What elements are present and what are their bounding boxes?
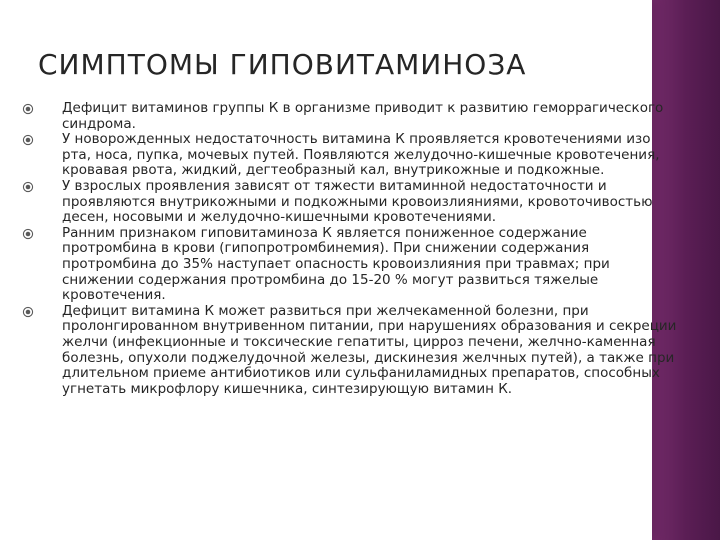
bullet-text: Дефицит витамина К может развиться при желчекаменной болезни, при пролонгированном внутривенном питании, при нарушениях образования и секреции желчи (инфекционные и токсические гепатиты, цирроз печени, желчно-каменная болезнь, опухоли поджелудочной железы, дискинезия желчных путей), а также при длительном приеме антибиотиков или сульфаниламидных препаратов, способных угнетать микрофлору кишечника, синтезирующую витамин К. <box>62 302 677 397</box>
circled-dot-icon <box>22 134 34 146</box>
bullet-text: У взрослых проявления зависят от тяжести витаминной недостаточности и проявляются внутрикожными и подкожными кровоизлияниями, кровоточивостью десен, носовыми и желудочно-кишечными кровотечениями. <box>62 177 653 226</box>
slide-title: СИМПТОМЫ ГИПОВИТАМИНОЗА <box>38 48 527 81</box>
list-item <box>22 101 682 132</box>
circled-dot-icon <box>22 228 34 240</box>
list-item <box>22 179 682 226</box>
bullet-text: Дефицит витаминов группы К в организме приводит к развитию геморрагического синдрома. <box>62 100 664 132</box>
circled-dot-icon <box>22 181 34 193</box>
bullet-text: Ранним признаком гиповитаминоза К является пониженное содержание протромбина в крови (гипопротромбинемия). При снижении содержания протромбина до 35% наступает опасность кровоизлияния при травмах; при снижении содержания протромбина до 15-20 % могут развиться тяжелые кровотечения. <box>62 224 610 304</box>
list-item <box>22 132 682 179</box>
circled-dot-icon <box>22 306 34 318</box>
list-item <box>22 304 682 398</box>
list-item <box>22 226 682 304</box>
bullet-text: У новорожденных недостаточность витамина К проявляется кровотечениями изо рта, носа, пупка, мочевых путей. Появляются желудочно-кишечные кровотечения, кровавая рвота, жидкий, дегтеобразный кал, внутрикожные и подкожные. <box>62 131 660 179</box>
bullet-list <box>22 101 682 397</box>
circled-dot-icon <box>22 103 34 115</box>
